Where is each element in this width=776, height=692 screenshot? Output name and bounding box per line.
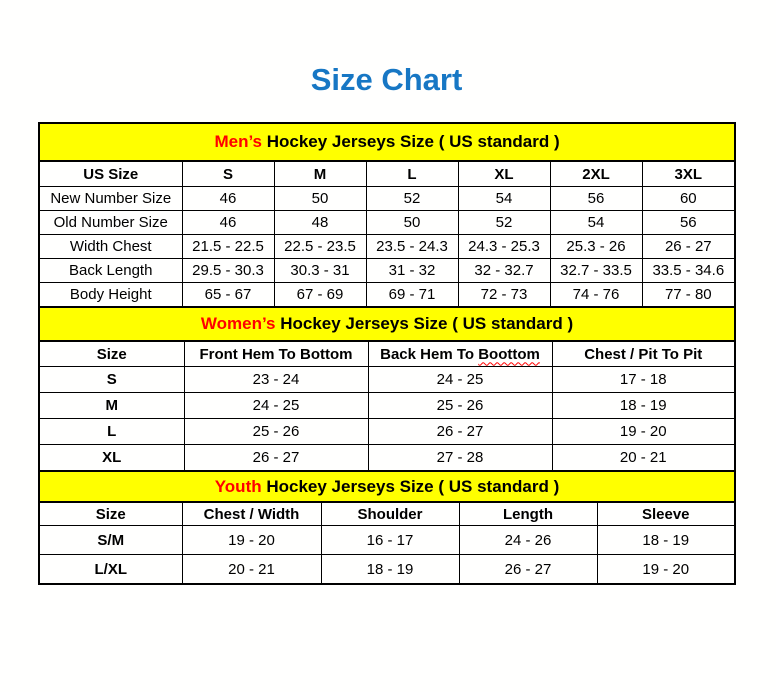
- cell: 18 - 19: [552, 393, 735, 419]
- mens-size-table: [38, 122, 736, 308]
- cell: 77 - 80: [642, 283, 735, 308]
- womens-banner-highlight: Women’s: [200, 314, 276, 333]
- column-header: Size: [39, 502, 182, 526]
- cell: 20 - 21: [552, 445, 735, 472]
- table-row: [39, 555, 735, 585]
- table-row: [39, 283, 735, 308]
- column-header: S: [182, 161, 274, 187]
- mens-header-row: [39, 161, 735, 187]
- row-label: Width Chest: [39, 235, 182, 259]
- cell: 23 - 24: [184, 367, 368, 393]
- column-header: 3XL: [642, 161, 735, 187]
- mens-banner-cell: [39, 123, 735, 161]
- cell: 54: [458, 187, 550, 211]
- cell: 48: [274, 211, 366, 235]
- cell: 22.5 - 23.5: [274, 235, 366, 259]
- row-label: New Number Size: [39, 187, 182, 211]
- cell: 25 - 26: [368, 393, 552, 419]
- womens-banner-cell: [39, 307, 735, 341]
- cell: 24 - 26: [459, 526, 597, 555]
- column-header: M: [274, 161, 366, 187]
- table-row: [39, 393, 735, 419]
- womens-section-banner: [39, 307, 735, 341]
- mens-section-banner: [39, 123, 735, 161]
- cell: 65 - 67: [182, 283, 274, 308]
- cell: 25.3 - 26: [550, 235, 642, 259]
- column-header: [368, 341, 552, 367]
- cell: 24.3 - 25.3: [458, 235, 550, 259]
- row-label: M: [39, 393, 184, 419]
- cell: 56: [642, 211, 735, 235]
- cell: 19 - 20: [552, 419, 735, 445]
- table-row: [39, 367, 735, 393]
- cell: 25 - 26: [184, 419, 368, 445]
- row-label: S/M: [39, 526, 182, 555]
- row-label: XL: [39, 445, 184, 472]
- cell: 26 - 27: [642, 235, 735, 259]
- cell: 26 - 27: [368, 419, 552, 445]
- row-label: Body Height: [39, 283, 182, 308]
- row-label: L: [39, 419, 184, 445]
- cell: 19 - 20: [182, 526, 321, 555]
- womens-size-table: [38, 306, 736, 472]
- cell: 18 - 19: [321, 555, 459, 585]
- misspelled-word: Boottom: [478, 345, 540, 363]
- cell: 18 - 19: [597, 526, 735, 555]
- table-row: [39, 259, 735, 283]
- youth-header-row: [39, 502, 735, 526]
- youth-size-table: [38, 470, 736, 585]
- cell: 74 - 76: [550, 283, 642, 308]
- youth-section-banner: [39, 471, 735, 502]
- cell: 33.5 - 34.6: [642, 259, 735, 283]
- cell: 20 - 21: [182, 555, 321, 585]
- cell: 56: [550, 187, 642, 211]
- column-header: L: [366, 161, 458, 187]
- table-row: [39, 526, 735, 555]
- size-chart-page: [38, 60, 735, 585]
- table-row: [39, 419, 735, 445]
- column-header: Length: [459, 502, 597, 526]
- cell: 32 - 32.7: [458, 259, 550, 283]
- column-header: 2XL: [550, 161, 642, 187]
- column-header: Size: [39, 341, 184, 367]
- cell: 29.5 - 30.3: [182, 259, 274, 283]
- row-label: Old Number Size: [39, 211, 182, 235]
- page-title: Size Chart: [310, 62, 463, 97]
- column-header: Shoulder: [321, 502, 459, 526]
- cell: 26 - 27: [459, 555, 597, 585]
- table-row: [39, 445, 735, 472]
- cell: 46: [182, 211, 274, 235]
- cell: 17 - 18: [552, 367, 735, 393]
- mens-banner-text: Hockey Jerseys Size ( US standard ): [262, 132, 560, 151]
- table-row: [39, 235, 735, 259]
- youth-banner-text: Hockey Jerseys Size ( US standard ): [261, 476, 560, 496]
- row-label: L/XL: [39, 555, 182, 585]
- cell: 54: [550, 211, 642, 235]
- column-header: Chest / Width: [182, 502, 321, 526]
- table-row: [39, 211, 735, 235]
- cell: 24 - 25: [184, 393, 368, 419]
- cell: 50: [274, 187, 366, 211]
- mens-banner-highlight: Men’s: [214, 132, 262, 151]
- column-header: US Size: [39, 161, 182, 187]
- row-label: Back Length: [39, 259, 182, 283]
- column-header-text: Back Hem To: [380, 345, 475, 363]
- table-row: [39, 187, 735, 211]
- column-header: Sleeve: [597, 502, 735, 526]
- youth-banner-cell: [39, 471, 735, 502]
- row-label: S: [39, 367, 184, 393]
- cell: 21.5 - 22.5: [182, 235, 274, 259]
- cell: 46: [182, 187, 274, 211]
- cell: 32.7 - 33.5: [550, 259, 642, 283]
- column-header: Front Hem To Bottom: [184, 341, 368, 367]
- cell: 19 - 20: [597, 555, 735, 585]
- cell: 30.3 - 31: [274, 259, 366, 283]
- cell: 26 - 27: [184, 445, 368, 472]
- cell: 67 - 69: [274, 283, 366, 308]
- cell: 60: [642, 187, 735, 211]
- womens-banner-text: Hockey Jerseys Size ( US standard ): [275, 314, 574, 333]
- womens-header-row: [39, 341, 735, 367]
- cell: 50: [366, 211, 458, 235]
- cell: 52: [366, 187, 458, 211]
- cell: 52: [458, 211, 550, 235]
- cell: 27 - 28: [368, 445, 552, 472]
- cell: 69 - 71: [366, 283, 458, 308]
- cell: 23.5 - 24.3: [366, 235, 458, 259]
- cell: 16 - 17: [321, 526, 459, 555]
- column-header: XL: [458, 161, 550, 187]
- youth-banner-highlight: Youth: [214, 476, 262, 496]
- cell: 24 - 25: [368, 367, 552, 393]
- cell: 72 - 73: [458, 283, 550, 308]
- column-header: Chest / Pit To Pit: [552, 341, 735, 367]
- cell: 31 - 32: [366, 259, 458, 283]
